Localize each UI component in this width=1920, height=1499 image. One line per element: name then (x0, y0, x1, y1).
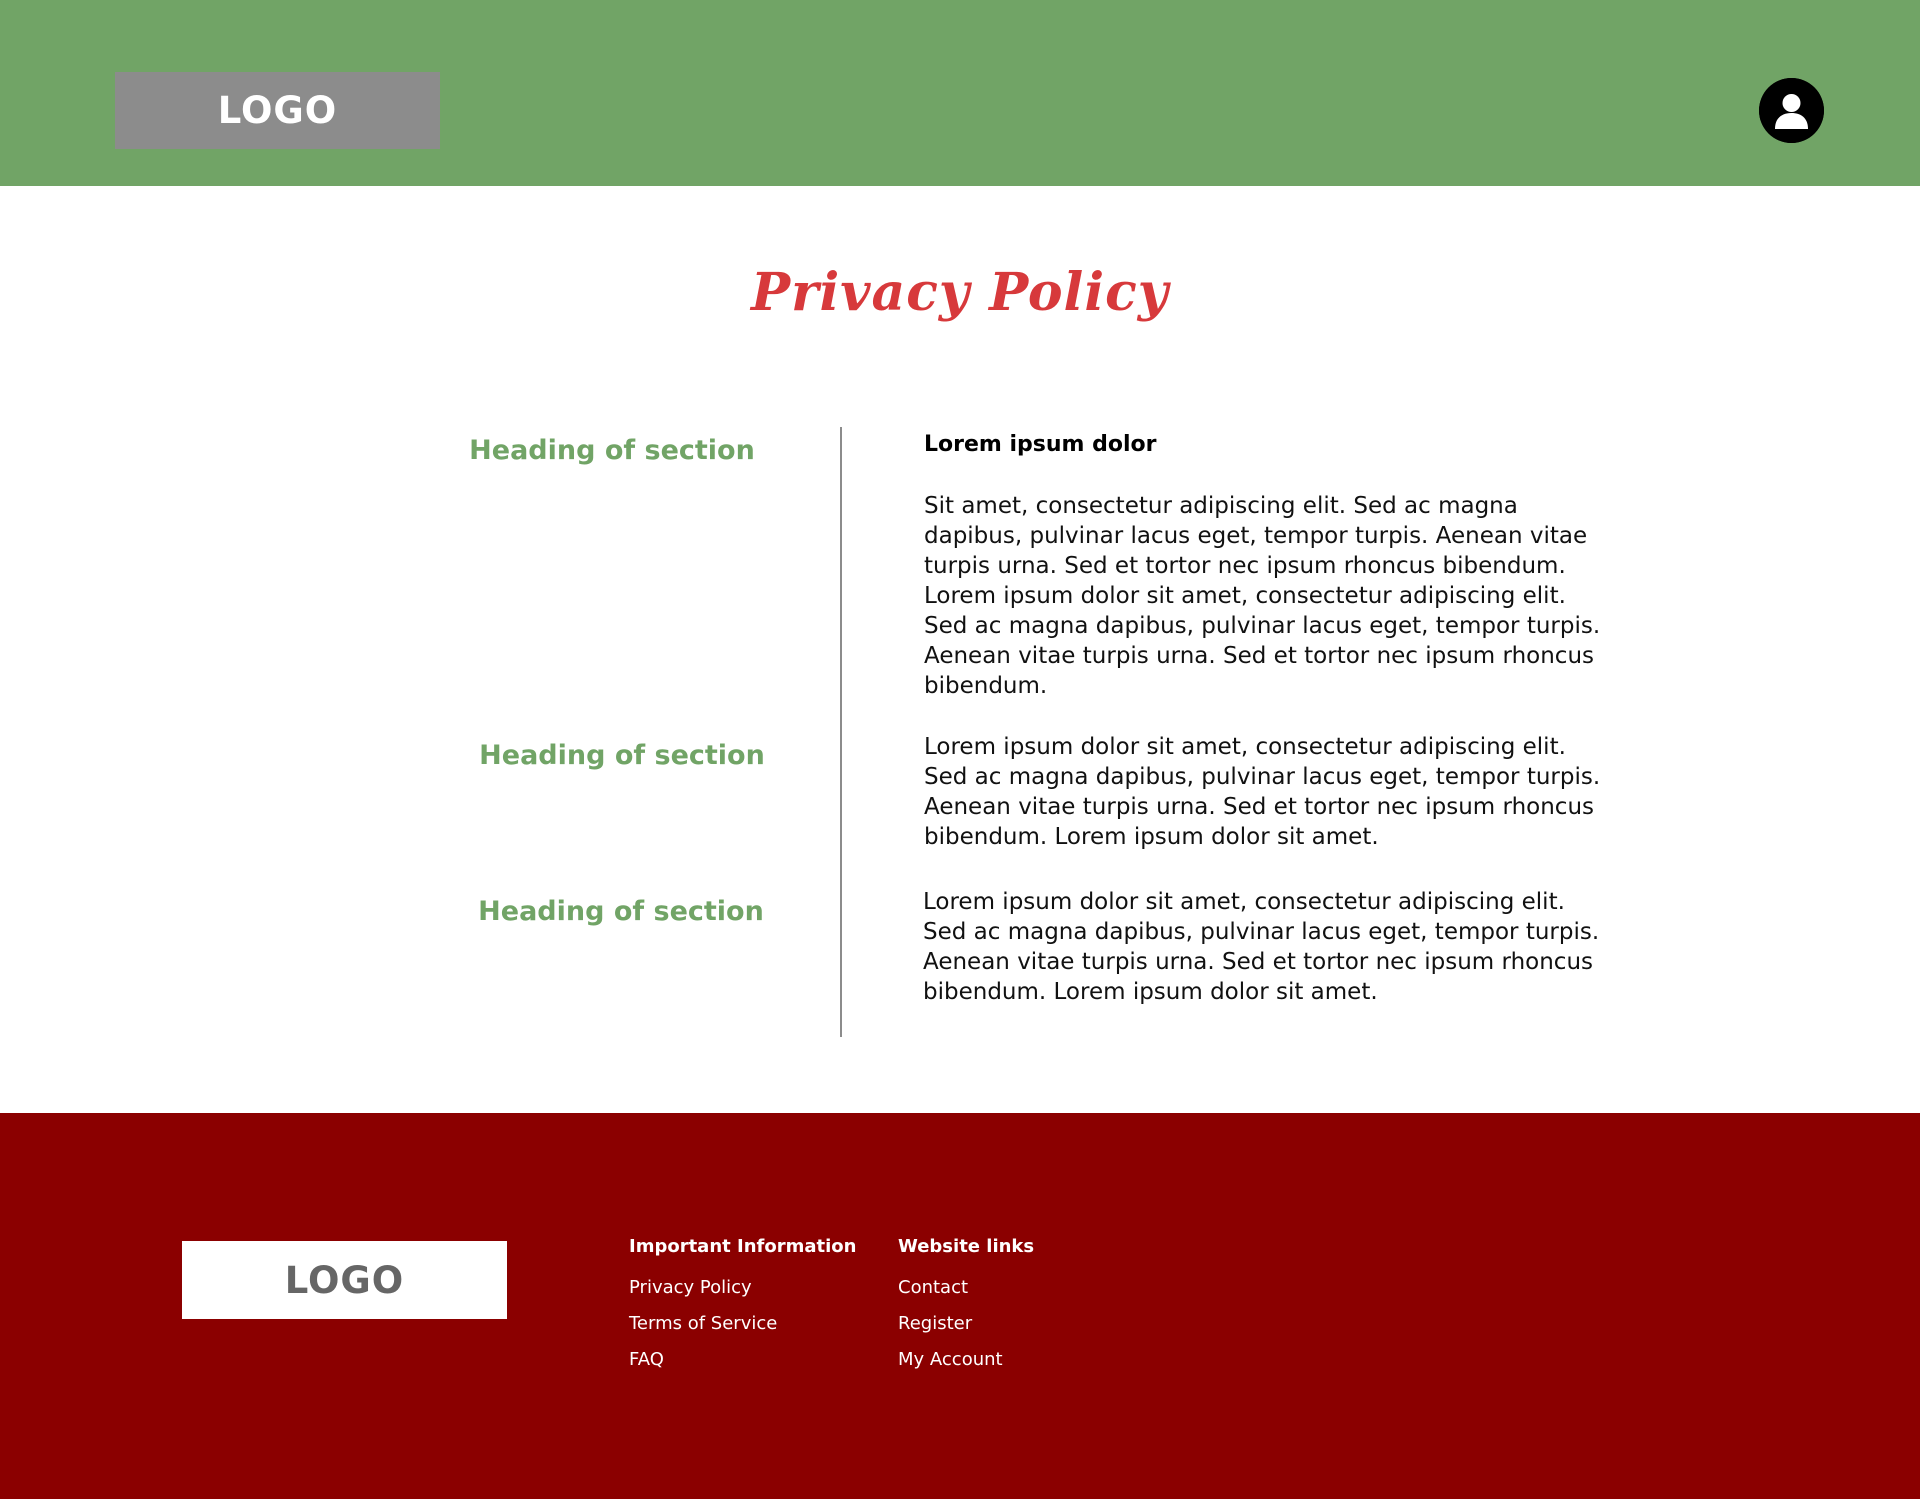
footer-link-register[interactable]: Register (898, 1313, 973, 1334)
footer-link-faq[interactable]: FAQ (629, 1349, 664, 1370)
user-icon[interactable] (1759, 78, 1824, 143)
section-text-2: Lorem ipsum dolor sit amet, consectetur adipiscing elit. Sed ac magna dapibus, pulvinar lacus eget, tempor turpis. Aenean vitae turpis urna. Sed et tortor nec ipsum rhoncus bibendum. Lorem ipsum dolor sit amet. (924, 734, 1601, 850)
section-text-3: Lorem ipsum dolor sit amet, consectetur adipiscing elit. Sed ac magna dapibus, pulvinar lacus eget, tempor turpis. Aenean vitae turpis urna. Sed et tortor nec ipsum rhoncus bibendum. Lorem ipsum dolor sit amet. (923, 889, 1600, 1005)
footer-column-title: Website links (898, 1236, 1035, 1257)
section-heading-2: Heading of section (479, 740, 765, 771)
footer-logo[interactable]: LOGO (182, 1241, 507, 1319)
section-heading-1: Heading of section (469, 435, 755, 466)
site-header (0, 0, 1920, 186)
footer-link-my-account[interactable]: My Account (898, 1349, 1003, 1370)
footer-link-terms-of-service[interactable]: Terms of Service (629, 1313, 778, 1334)
section-heading-3: Heading of section (478, 896, 764, 927)
footer-column-title: Important Information (629, 1236, 857, 1257)
section-text-1: Sit amet, consectetur adipiscing elit. Sed ac magna dapibus, pulvinar lacus eget, tempor turpis. Aenean vitae turpis urna. Sed et tortor nec ipsum rhoncus bibendum. Lorem ipsum dolor sit amet, consectetur adipiscing elit. Sed ac magna dapibus, pulvinar lacus eget, tempor turpis. Aenean vitae turpis urna. Sed et tortor nec ipsum rhoncus bibendum. (924, 493, 1601, 699)
footer-link-contact[interactable]: Contact (898, 1277, 969, 1298)
footer-column-website-links (898, 1236, 1034, 1378)
vertical-divider (840, 427, 842, 1037)
section-subheading: Lorem ipsum dolor (924, 432, 1157, 457)
footer-column-important-information (629, 1236, 856, 1378)
footer-link-privacy-policy[interactable]: Privacy Policy (629, 1277, 752, 1298)
page-title: Privacy Policy (751, 262, 1169, 323)
header-logo[interactable]: LOGO (115, 72, 440, 149)
